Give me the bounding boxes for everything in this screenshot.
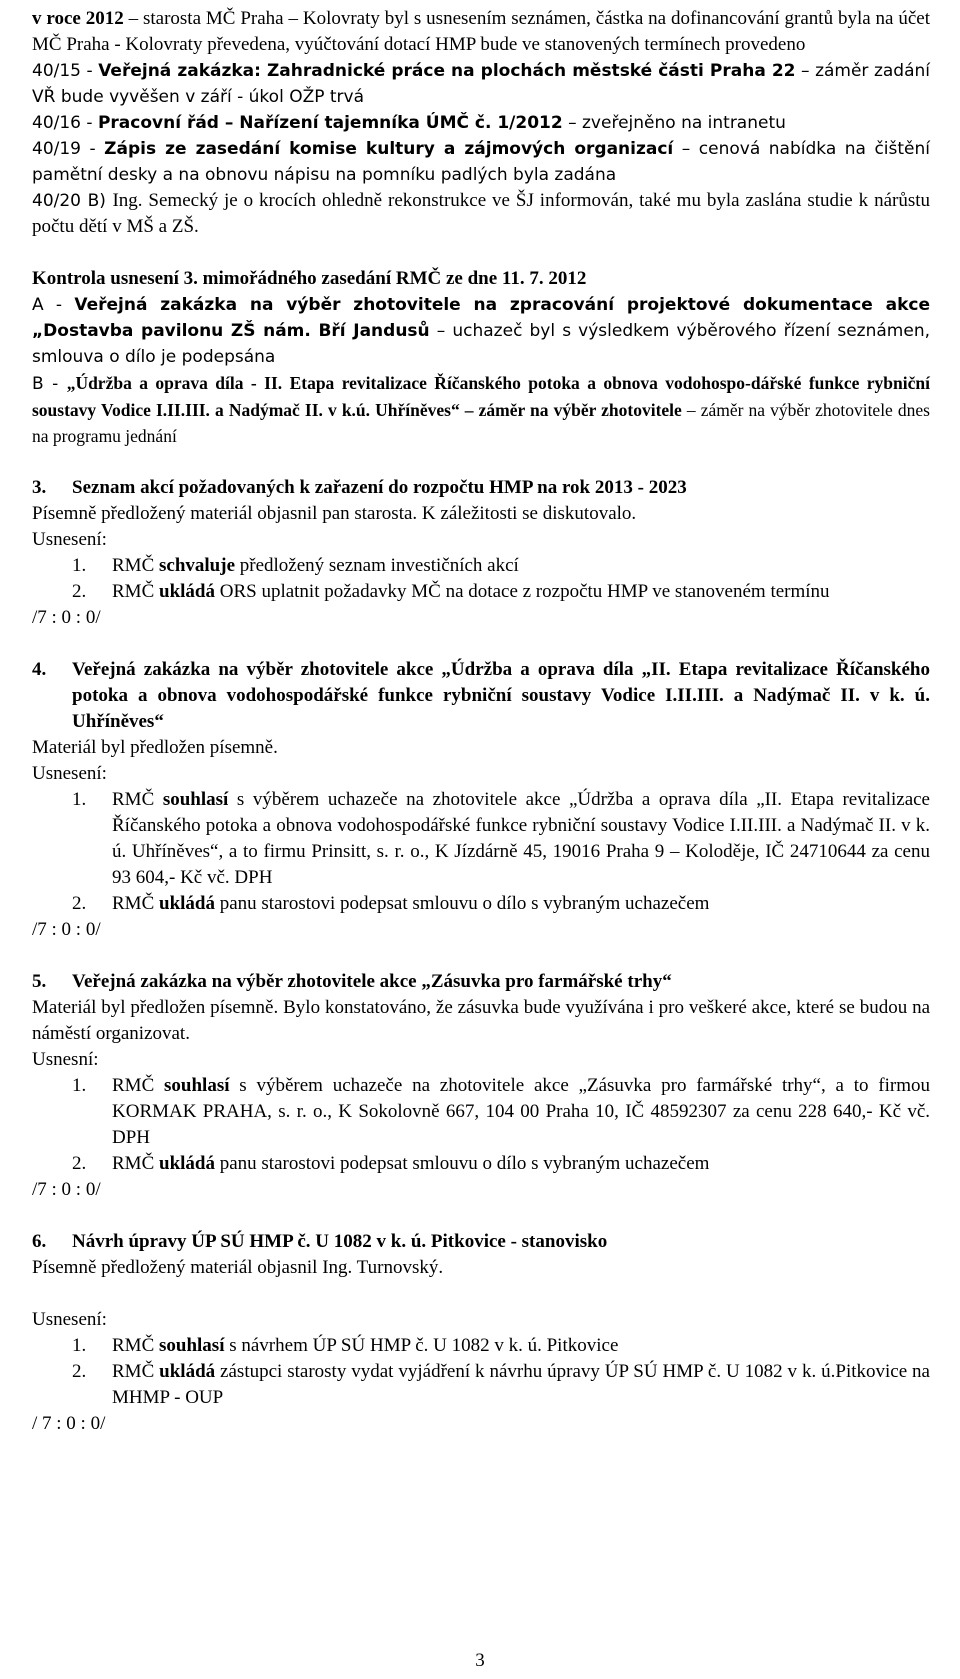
list-item: 1. RMČ souhlasí s návrhem ÚP SÚ HMP č. U 1082 v k. ú. Pitkovice [72, 1335, 619, 1356]
section-4-intro: Materiál byl předložen písemně. [32, 737, 278, 758]
list-item: 1. RMČ souhlasí s výběrem uchazeče na zhotovitele akce „Zásuvka pro farmářské trhy“, a to firmou KORMAK PRAHA, s. r. o., K Sokolovně 667, 104 00 Praha 10, IČ 48592307 za cenu 228 640,- Kč vč. DPH [72, 1075, 930, 1148]
prev-paragraph-5: 40/20 B) Ing. Semecký je o krocích ohledně rekonstrukce ve ŠJ informován, také mu byla zaslána studie k nárůstu počtu dětí v MŠ a ZŠ. [32, 190, 930, 237]
kontrola-item-a: A - Veřejná zakázka na výběr zhotovitele na zpracování projektové dokumentace akce „Dostavba pavilonu ZŠ nám. Bří Jandusů – uchazeč byl s výsledkem výběrového řízení seznámen, smlouva o dílo je podepsána [32, 295, 930, 367]
section-6-usneseni-label: Usnesení: [32, 1309, 107, 1330]
section-3-title: 3. Seznam akcí požadovaných k zařazení do rozpočtu HMP na rok 2013 - 2023 [32, 477, 687, 498]
section-4-usneseni-label: Usnesení: [32, 763, 107, 784]
section-4-vote: /7 : 0 : 0/ [32, 919, 101, 940]
section-4-title: 4. Veřejná zakázka na výběr zhotovitele akce „Údržba a oprava díla „II. Etapa revitalizace Říčanského potoka a obnova vodohospodářské funkce rybniční soustavy Vodice I.II.III. a Nadýmač II. v k. ú. Uhříněves“ [32, 659, 930, 732]
prev-paragraph-4: 40/19 - Zápis ze zasedání komise kultury a zájmových organizací – cenová nabídka na čištění pamětní desky a na obnovu nápisu na pomníku padlých byla zadána [32, 139, 931, 185]
section-5-usneseni-label: Usnesní: [32, 1049, 99, 1070]
section-3-resolution-list [32, 553, 930, 605]
list-item: 2. RMČ ukládá zástupci starosty vydat vyjádření k návrhu úpravy ÚP SÚ HMP č. U 1082 v k. ú.Pitkovice na MHMP - OUP [72, 1361, 930, 1408]
kontrola-item-b: B - „Údržba a oprava díla - II. Etapa revitalizace Říčanského potoka a obnova vodohospo-dářské funkce rybniční soustavy Vodice I.II.III. a Nadýmač II. v k.ú. Uhříněves“ – záměr na výběr zhotovitele – záměr na výběr zhotovitele dnes na programu jednání [32, 373, 930, 446]
section-3-intro: Písemně předložený materiál objasnil pan starosta. K záležitosti se diskutovalo. [32, 503, 637, 524]
section-6-intro: Písemně předložený materiál objasnil Ing. Turnovský. [32, 1257, 444, 1278]
prev-paragraph-2: 40/15 - Veřejná zakázka: Zahradnické práce na plochách městské části Praha 22 – záměr zadání VŘ bude vyvěšen v září - úkol OŽP trvá [32, 61, 930, 107]
section-3-usneseni-label: Usnesení: [32, 529, 107, 550]
section-5-intro: Materiál byl předložen písemně. Bylo konstatováno, že zásuvka bude využívána i pro veškeré akce, které se budou na náměstí organizovat. [32, 997, 930, 1044]
section-6-title: 6. Návrh úpravy ÚP SÚ HMP č. U 1082 v k. ú. Pitkovice - stanovisko [32, 1231, 608, 1252]
list-item: 2. RMČ ukládá panu starostovi podepsat smlouvu o dílo s vybraným uchazečem [72, 1153, 710, 1174]
prev-paragraph-1: v roce 2012 – starosta MČ Praha – Kolovraty byl s usnesením seznámen, částka na dofinancování grantů byla na účet MČ Praha - Kolovraty převedena, vyúčtování dotací HMP bude ve stanovených termínech provedeno [32, 8, 930, 55]
section-6-vote: / 7 : 0 : 0/ [32, 1413, 106, 1434]
list-item: 1. RMČ souhlasí s výběrem uchazeče na zhotovitele akce „Údržba a oprava díla „II. Etapa revitalizace Říčanského potoka a obnova vodohospodářské funkce rybniční soustavy Vodice I.II.III. a Nadýmač II. v k. ú. Uhříněves“, a to firmu Prinsitt, s. r. o., K Jízdárně 45, 19016 Praha 9 – Koloděje, IČ 24710644 za cenu 93 604,- Kč vč. DPH [72, 789, 930, 888]
document-page [32, 6, 930, 1437]
prev-paragraph-3: 40/16 - Pracovní řád – Nařízení tajemníka ÚMČ č. 1/2012 – zveřejněno na intranetu [32, 113, 786, 133]
section-5-vote: /7 : 0 : 0/ [32, 1179, 101, 1200]
section-5-title: 5. Veřejná zakázka na výběr zhotovitele akce „Zásuvka pro farmářské trhy“ [32, 971, 672, 992]
kontrola-heading: Kontrola usnesení 3. mimořádného zasedání RMČ ze dne 11. 7. 2012 [32, 268, 587, 289]
section-6-resolution-list [32, 1333, 930, 1411]
list-item: 2. RMČ ukládá panu starostovi podepsat smlouvu o dílo s vybraným uchazečem [72, 893, 710, 914]
section-5-resolution-list [32, 1073, 930, 1177]
page-number: 3 [475, 1650, 485, 1671]
section-4-resolution-list [32, 787, 930, 917]
list-item: 1. RMČ schvaluje předložený seznam investičních akcí [72, 555, 519, 576]
list-item: 2. RMČ ukládá ORS uplatnit požadavky MČ na dotace z rozpočtu HMP ve stanoveném termínu [72, 581, 830, 602]
section-3-vote: /7 : 0 : 0/ [32, 607, 101, 628]
